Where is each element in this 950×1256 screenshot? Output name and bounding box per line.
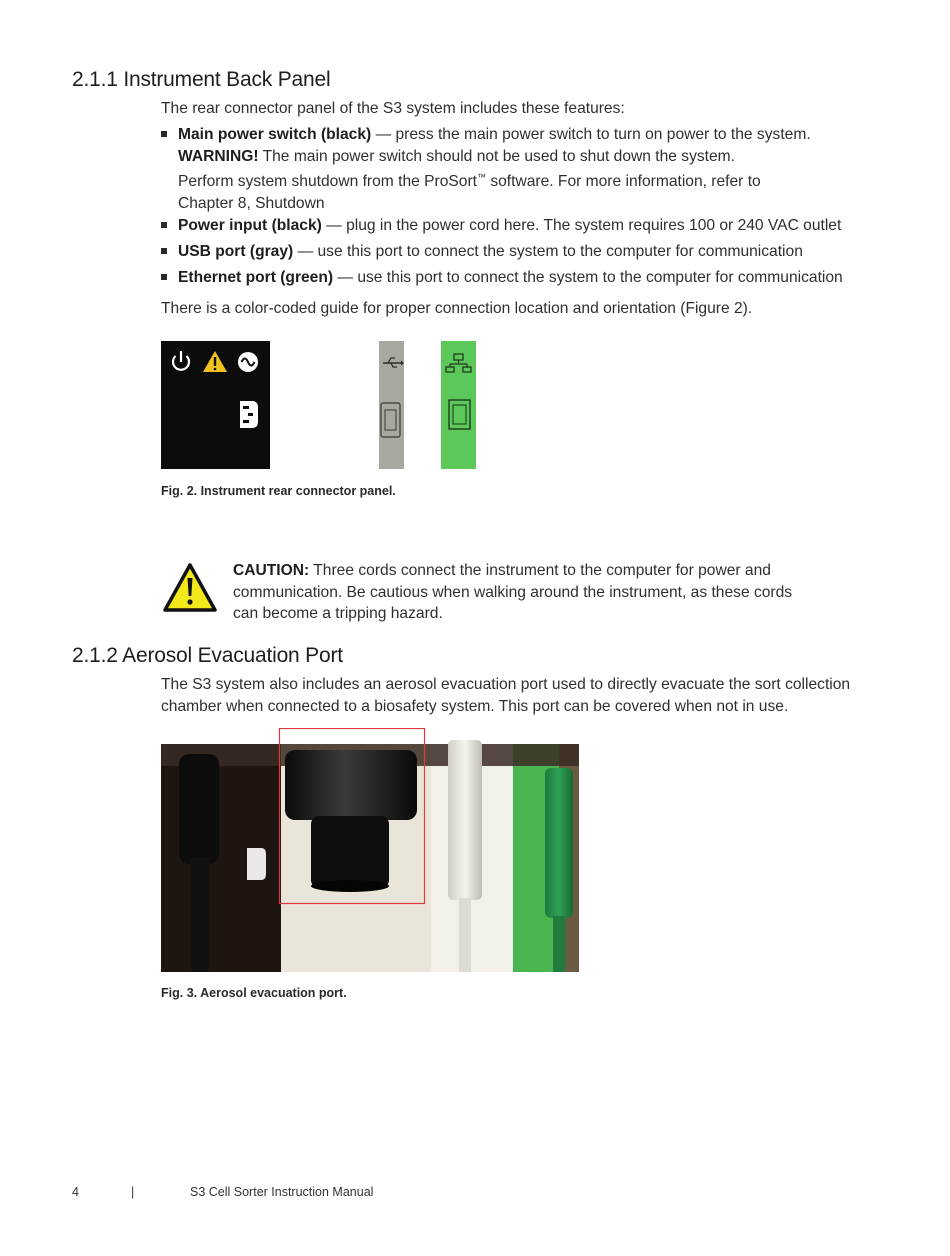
bullet-marker — [161, 222, 167, 228]
bullet-text: — use this port to connect the system to the computer for communication — [293, 243, 803, 260]
section-heading-aerosol-port: 2.1.2 Aerosol Evacuation Port — [72, 644, 343, 667]
caution-line-3: can become a tripping hazard. — [233, 605, 443, 622]
section-heading-back-panel: 2.1.1 Instrument Back Panel — [72, 68, 331, 91]
caution-triangle-icon — [163, 563, 217, 613]
figure-3-caption: Fig. 3. Aerosol evacuation port. — [161, 986, 347, 1000]
shutdown-text-a: Perform system shutdown from the ProSort — [178, 173, 477, 191]
aerosol-paragraph — [161, 674, 881, 717]
footer-separator: | — [131, 1185, 135, 1199]
bullet-term: Ethernet port (green) — [178, 269, 334, 286]
bullet-power-input — [161, 215, 878, 237]
bullet-term: USB port (gray) — [178, 243, 294, 260]
caution-text: Three cords connect the instrument to the computer for power and — [309, 562, 771, 579]
caution-line-2: communication. Be cautious when walking around the instrument, as these cords — [233, 583, 793, 601]
footer-title: S3 Cell Sorter Instruction Manual — [190, 1185, 374, 1199]
power-icon — [173, 351, 189, 370]
bullet-marker — [161, 248, 167, 254]
aerosol-port-photo — [161, 728, 579, 972]
page-number: 4 — [72, 1185, 79, 1199]
warning-label: WARNING! — [178, 147, 259, 165]
bullet-ethernet-port — [161, 267, 878, 289]
bullet-text: — press the main power switch to turn on power to the system. — [371, 126, 811, 143]
bullet-main-power-switch — [161, 124, 878, 214]
rear-panel-black-image — [161, 341, 270, 469]
bullet-term: Power input (black) — [178, 217, 322, 234]
caution-label: CAUTION: — [233, 562, 310, 579]
bullet-marker — [161, 131, 167, 137]
aerosol-line-1: The S3 system also includes an aerosol evacuation port used to directly evacuate the sort collection — [161, 676, 851, 693]
network-icon — [446, 354, 471, 372]
power-inlet-icon — [240, 401, 258, 428]
warning-triangle-icon — [203, 351, 227, 372]
warning-text: The main power switch should not be used to shut down the system. — [258, 147, 736, 165]
usb-icon — [383, 358, 404, 367]
chapter-reference: Chapter 8, Shutdown — [178, 194, 325, 212]
ethernet-port-strip-image — [441, 341, 476, 469]
usb-port-icon — [381, 403, 400, 437]
bullet-usb-port — [161, 241, 878, 263]
figure-2-caption: Fig. 2. Instrument rear connector panel. — [161, 484, 396, 498]
bullet-marker — [161, 274, 167, 280]
color-guide-paragraph: There is a color-coded guide for proper connection location and orientation (Figure 2). — [161, 300, 753, 317]
ac-power-icon — [238, 352, 258, 372]
trademark-symbol: ™ — [476, 172, 486, 182]
ethernet-port-icon — [449, 400, 470, 429]
shutdown-text-b: software. For more information, refer to — [485, 173, 761, 191]
bullet-text: — plug in the power cord here. The system requires 100 or 240 VAC outlet — [321, 217, 842, 234]
intro-paragraph: The rear connector panel of the S3 system includes these features: — [161, 100, 625, 117]
bullet-term: Main power switch (black) — [178, 126, 372, 143]
caution-paragraph — [233, 560, 873, 625]
aerosol-line-2: chamber when connected to a biosafety system. This port can be covered when not in use. — [161, 697, 789, 715]
bullet-text: — use this port to connect the system to the computer for communication — [333, 269, 843, 286]
usb-port-strip-image — [379, 341, 404, 469]
